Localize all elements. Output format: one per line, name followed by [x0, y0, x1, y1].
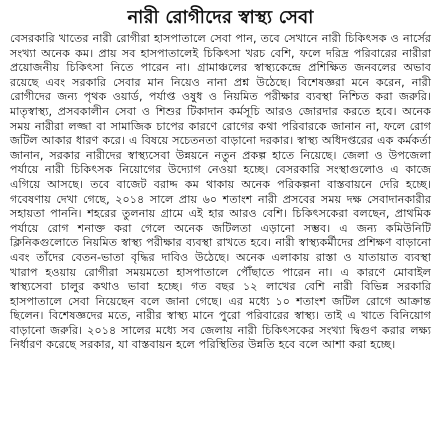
article-headline: নারী রোগীদের স্বাস্থ্য সেবা	[127, 7, 314, 28]
article-body: বেসরকারি খাতের নারী রোগীরা হাসপাতালে সেবা পান, তবে সেখানে নারী চিকিৎসক ও নার্সের সংখ্যা অনেক কম। প্রায় সব হাসপাতালেই চিকিৎসা খরচ বেশি, ফলে দরিদ্র পরিবারের নারীরা প্রয়োজনীয় চিকিৎসা নিতে পারেন না। গ্রামাঞ্চলের স্বাস্থ্যকেন্দ্রে প্রশিক্ষিত জনবলের অভাব রয়েছে এবং সরকারি সেবার মান নিয়েও নানা প্রশ্ন উঠেছে। বিশেষজ্ঞরা মনে করেন, নারী রোগীদের জন্য পৃথক ওয়ার্ড, পর্যাপ্ত ওষুধ ও নিয়মিত পরীক্ষার ব্যবস্থা নিশ্চিত করা জরুরি। মাতৃস্বাস্থ্য, প্রসবকালীন সেবা ও শিশুর টিকাদান কর্মসূচি আরও জোরদার করতে হবে। অনেক সময় নারীরা লজ্জা বা সামাজিক চাপের কারণে রোগের কথা পরিবারকে জানান না, ফলে রোগ জটিল আকার ধারণ করে। এ বিষয়ে সচেতনতা বাড়ানো দরকার। স্বাস্থ্য অধিদপ্তরের এক কর্মকর্তা জানান, সরকার নারীদের স্বাস্থ্যসেবা উন্নয়নে নতুন প্রকল্প হাতে নিয়েছে। জেলা ও উপজেলা পর্যায়ে নারী চিকিৎসক নিয়োগের উদ্যোগ নেওয়া হচ্ছে। বেসরকারি সংস্থাগুলোও এ কাজে এগিয়ে আসছে। তবে বাজেট বরাদ্দ কম থাকায় অনেক পরিকল্পনা বাস্তবায়নে দেরি হচ্ছে। গবেষণায় দেখা গেছে, ২০১৪ সালে প্রায় ৬০ শতাংশ নারী প্রসবের সময় দক্ষ সেবাদানকারীর সহায়তা পাননি। শহরের তুলনায় গ্রামে এই হার আরও বেশি। চিকিৎসকেরা বলছেন, প্রাথমিক পর্যায়ে রোগ শনাক্ত করা গেলে অনেক জটিলতা এড়ানো সম্ভব। এ জন্য কমিউনিটি ক্লিনিকগুলোতে নিয়মিত স্বাস্থ্য পরীক্ষার ব্যবস্থা রাখতে হবে। নারী স্বাস্থ্যকর্মীদের প্রশিক্ষণ বাড়ানো এবং তাঁদের বেতন-ভাতা বৃদ্ধির দাবিও উঠেছে। অনেক এলাকায় রাস্তা ও যাতায়াত ব্যবস্থা খারাপ হওয়ায় রোগীরা সময়মতো হাসপাতালে পৌঁছাতে পারেন না। এ কারণে মোবাইল স্বাস্থ্যসেবা চালুর কথাও ভাবা হচ্ছে। গত বছর ১২ লাখের বেশি নারী বিভিন্ন সরকারি হাসপাতালে সেবা নিয়েছেন বলে জানা গেছে। এর মধ্যে ১০ শতাংশ জটিল রোগে আক্রান্ত ছিলেন। বিশেষজ্ঞদের মতে, নারীর স্বাস্থ্য মানে পুরো পরিবারের স্বাস্থ্য। তাই এ খাতে বিনিয়োগ বাড়ানো জরুরি। ২০১৪ সালের মধ্যে সব জেলায় নারী চিকিৎসকের সংখ্যা দ্বিগুণ করার লক্ষ্য নির্ধারণ করেছে সরকার, যা বাস্তবায়ন হলে পরিস্থিতির উন্নতি হবে বলে আশা করা হচ্ছে।	[10, 32, 431, 352]
